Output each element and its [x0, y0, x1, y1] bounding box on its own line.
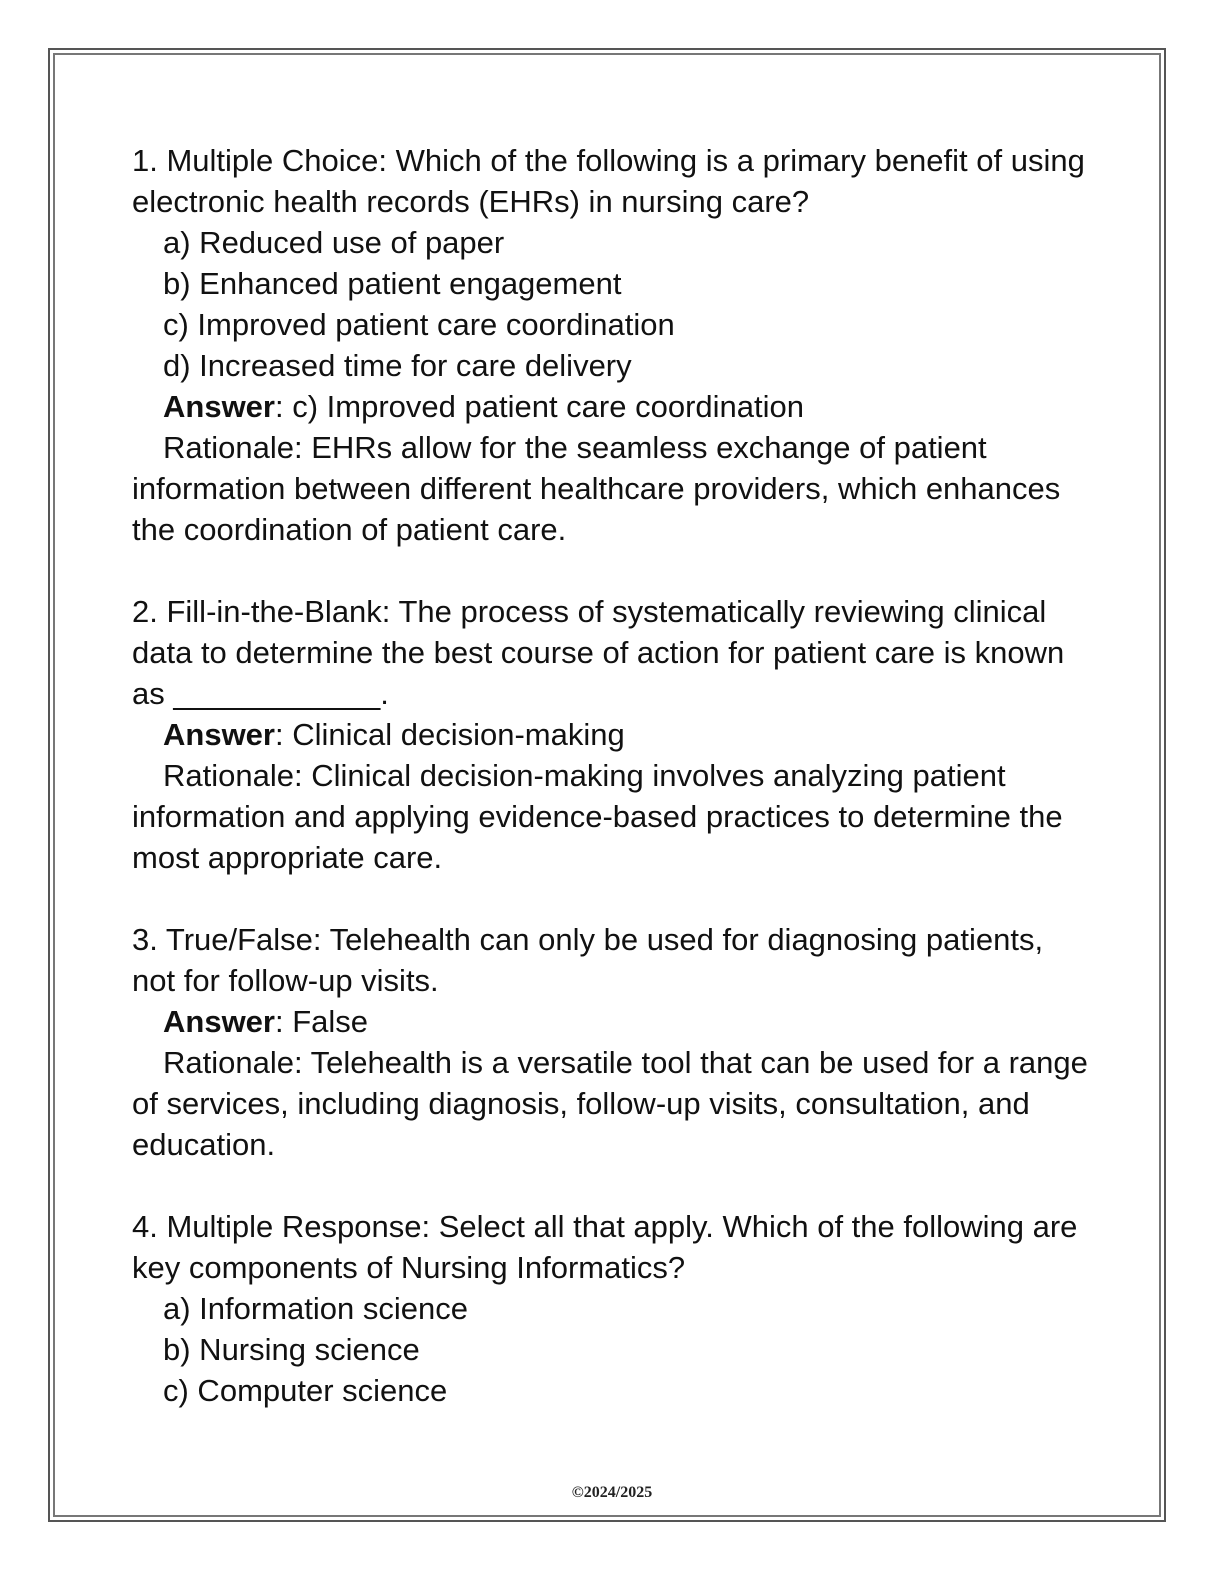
question-4-option-c: c) Computer science — [163, 1373, 448, 1408]
question-1-option-c: c) Improved patient care coordination — [163, 307, 675, 342]
question-list — [132, 140, 1092, 1411]
question-4 — [132, 1206, 1092, 1411]
copyright-footer: ©2024/2025 — [571, 1484, 653, 1501]
answer-label: Answer — [163, 389, 275, 424]
question-3-stem: 3. True/False: Telehealth can only be used for diagnosing patients, not for follow-up visits. — [132, 922, 1044, 998]
spacer — [132, 1165, 1092, 1206]
question-3 — [132, 919, 1092, 1165]
answer-text: : c) Improved patient care coordination — [274, 389, 804, 424]
question-1-option-a: a) Reduced use of paper — [163, 225, 505, 260]
question-1 — [132, 140, 1092, 550]
question-1-answer — [132, 386, 1092, 427]
question-2 — [132, 591, 1092, 878]
question-2-stem: 2. Fill-in-the-Blank: The process of systematically reviewing clinical data to determine the best course of action for patient care is known as ____________. — [132, 594, 1065, 711]
question-2-rationale: Rationale: Clinical decision-making involves analyzing patient information and applying evidence-based practices to determine the most appropriate care. — [132, 758, 1063, 875]
question-1-option-d: d) Increased time for care delivery — [163, 348, 632, 383]
question-1-rationale: Rationale: EHRs allow for the seamless exchange of patient information between different healthcare providers, which enhances the coordination of patient care. — [132, 430, 1061, 547]
question-3-answer — [132, 1001, 1092, 1042]
question-4-option-a: a) Information science — [163, 1291, 468, 1326]
answer-label: Answer — [163, 717, 275, 752]
question-1-option-b: b) Enhanced patient engagement — [163, 266, 622, 301]
answer-text: : False — [274, 1004, 369, 1039]
question-4-option-b: b) Nursing science — [163, 1332, 420, 1367]
answer-text: : Clinical decision-making — [274, 717, 625, 752]
question-3-rationale: Rationale: Telehealth is a versatile tool that can be used for a range of services, including diagnosis, follow-up visits, consultation, and education. — [132, 1045, 1088, 1162]
question-4-stem: 4. Multiple Response: Select all that apply. Which of the following are key components of Nursing Informatics? — [132, 1209, 1078, 1285]
spacer — [132, 550, 1092, 591]
answer-label: Answer — [163, 1004, 275, 1039]
spacer — [132, 878, 1092, 919]
question-2-answer — [132, 714, 1092, 755]
question-1-stem: 1. Multiple Choice: Which of the following is a primary benefit of using electronic health records (EHRs) in nursing care? — [132, 143, 1085, 219]
